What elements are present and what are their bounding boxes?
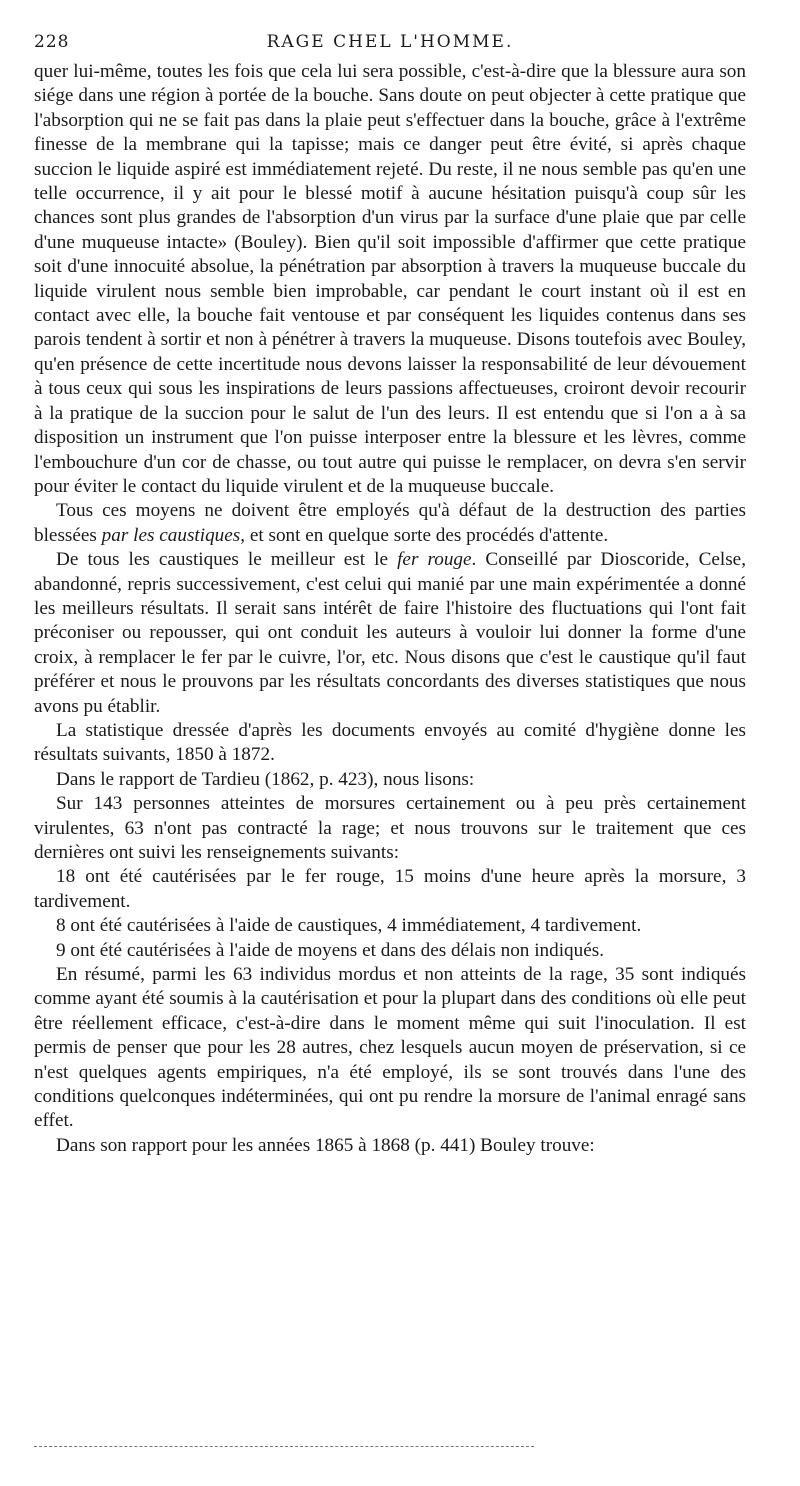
paragraph-continued: quer lui-même, toutes les fois que cela lui sera possible, c'est-à-dire que la blessure aura son siége dans une région à portée de la bouche. Sans doute on peut objecter à cette pratique que l'absorption qui ne se fait pas dans la plaie peut s'effectuer dans la bouche, grâce à l'extrême finesse de la membrane qui la tapisse; mais ce danger peut être évité, si après chaque succion le liquide aspiré est immédiatement rejeté. Du reste, il ne nous semble pas qu'en une telle occurrence, il y ait pour le blessé motif à aucune hésitation puisqu'à coup sûr les chances sont plus grandes de l'absorption d'un virus par la surface d'une plaie que par celle d'une muqueuse intacte» (Bouley). Bien qu'il soit impossible d'affirmer que cette pratique soit d'une innocuité absolue, la pénétration par absorption à travers la muqueuse buccale du liquide virulent nous semble bien improbable, car pendant le court instant où il est en contact avec elle, la bouche fait ventouse et par conséquent les liquides contenus dans ses parois tendent à sortir et non à pénétrer à travers la muqueuse. Disons toutefois avec Bouley, qu'en présence de cette incertitude nous devons laisser la responsabilité de leur dévouement à tous ceux qui sous les inspirations de leurs passions affectueuses, croiront devoir recourir à la pratique de la succion pour le salut de l'un des leurs. Il est entendu que si l'on a à sa disposition un instrument que l'on puisse interposer entre la blessure et les lèvres, comme l'embouchure d'un cor de chasse, ou tout autre qui puisse le remplacer, on devra s'en servir pour éviter le contact du liquide virulent et de la muqueuse buccale. [34,61,746,497]
paragraph-statistics: La statistique dressée d'après les documents envoyés au comité d'hygiène donne les résultats suivants, 1850 à 1872. [34,719,746,766]
list-item: 9 ont été cautérisées à l'aide de moyens et dans des délais non indiqués. [56,939,605,961]
list-item: 18 ont été cautérisées par le fer rouge, 15 moins d'une heure après la morsure, 3 tardivement. [34,866,746,912]
page [34,26,746,1158]
italic-phrase: fer rouge [397,549,472,571]
running-header [34,26,746,56]
paragraph-waiting-methods [34,499,746,548]
paragraph-summary: En résumé, parmi les 63 individus mordus et non atteints de la rage, 35 sont indiqués comme ayant été soumis à la cautérisation et pour la plupart dans des conditions où elle peut être réellement efficace, c'est-à-dire dans le moment même qui suit l'inoculation. Il est permis de penser que pour les 28 autres, chez lesquels aucun moyen de préservation, si ce n'est quelques agents empiriques, n'a été employé, ils se sont trouvés dans l'une des conditions quelconques indéterminées, qui ont pu rendre la morsure de l'animal enragé sans effet. [34,964,746,1132]
text-run: De tous les caustiques le meilleur est le [56,549,398,571]
text-run: , et sont en quelque sorte des procédés d'attente. [240,524,609,546]
paragraph-bouley: Dans son rapport pour les années 1865 à 1868 (p. 441) Bouley trouve: [56,1134,595,1156]
footer-dashed-rule [34,1446,534,1447]
list-item: 8 ont été cautérisées à l'aide de caustiques, 4 immédiatement, 4 tardivement. [56,915,642,937]
paragraph-persons: Sur 143 personnes atteintes de morsures certainement ou à peu près certainement virulentes, 63 n'ont pas contracté la rage; et nous trouvons sur le traitement que ces dernières ont suivi les renseignements suivants: [34,793,746,863]
paragraph-fer-rouge [34,548,746,719]
page-body [34,60,746,1158]
text-run: . Conseillé par Dioscoride, Celse, abandonné, repris successivement, c'est celui qui manié par une main expérimentée a donné les meilleurs résultats. Il serait sans intérêt de faire l'histoire des fluctuations qui l'ont fait préconiser ou repousser, qui ont conduit les auteurs à vouloir lui donner la forme d'une croix, à remplacer le fer par le cuivre, l'or, etc. Nous disons que c'est le caustique qu'il faut préférer et nous le prouvons par les résultats concordants des diverses statistiques que nous avons pu établir. [34,549,746,717]
page-number: 228 [34,32,70,52]
italic-phrase: par les caustiques [101,524,241,546]
running-title: RAGE CHEL L'HOMME. [266,32,514,52]
text-run: Tous ces moyens ne doivent être employés qu'à défaut de la destruction des parties blessées [34,500,746,546]
paragraph-tardieu: Dans le rapport de Tardieu (1862, p. 423), nous lisons: [56,768,475,790]
